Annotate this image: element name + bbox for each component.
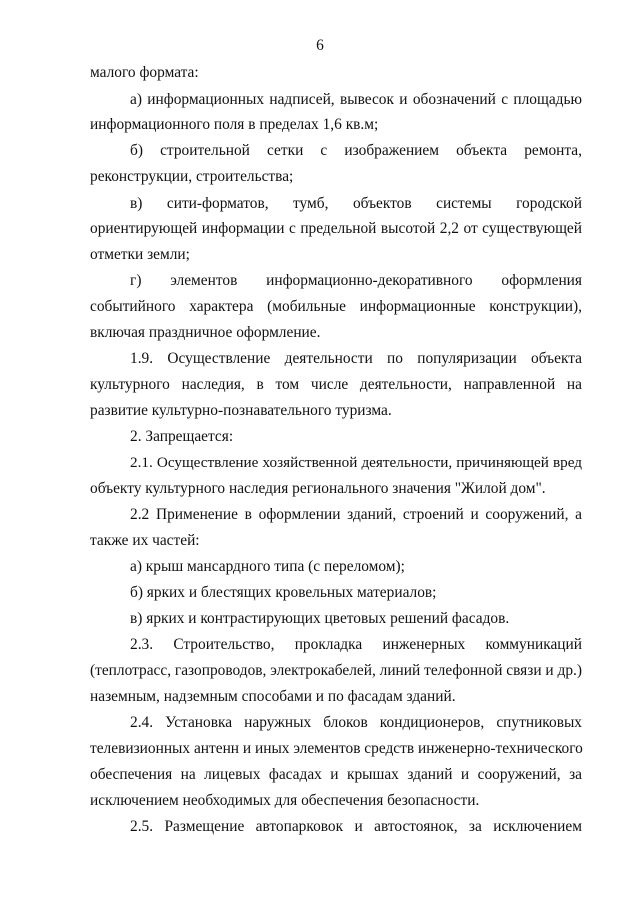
- text-line: б) строительной сетки с изображением объекта ремонта,: [130, 142, 582, 159]
- text-line: культурного наследия, в том числе деятельности, направленной на: [90, 376, 582, 393]
- text-line: 2.3. Строительство, прокладка инженерных коммуникаций: [130, 636, 582, 653]
- text-line: исключением необходимых для обеспечения безопасности.: [90, 792, 480, 809]
- text-line: наземным, надземным способами и по фасадам зданий.: [90, 688, 456, 705]
- text-line: а) информационных надписей, вывесок и обозначений с площадью: [130, 91, 582, 108]
- text-line: (теплотрасс, газопроводов, электрокабелей, линий телефонной связи и др.): [90, 662, 583, 679]
- text-line: реконструкции, строительства;: [90, 168, 294, 185]
- text-line: 2.4. Установка наружных блоков кондиционеров, спутниковых: [130, 714, 582, 731]
- text-line: телевизионных антенн и иных элементов средств инженерно-технического: [90, 740, 583, 757]
- text-line: отметки земли;: [90, 246, 190, 263]
- text-line: событийного характера (мобильные информационные конструкции),: [90, 298, 582, 315]
- text-line: 2. Запрещается:: [130, 428, 234, 445]
- text-line: 2.2 Применение в оформлении зданий, строений и сооружений, а: [130, 506, 582, 523]
- text-line: в) ярких и контрастирующих цветовых решений фасадов.: [130, 610, 510, 627]
- text-line: также их частей:: [90, 532, 200, 549]
- text-line: 1.9. Осуществление деятельности по популяризации объекта: [130, 350, 582, 367]
- text-line: развитие культурно-познавательного туризма.: [90, 402, 392, 419]
- text-line: включая праздничное оформление.: [90, 324, 321, 341]
- text-line: информационного поля в пределах 1,6 кв.м;: [90, 116, 379, 133]
- text-line: г) элементов информационно-декоративного оформления: [130, 272, 582, 289]
- text-line: малого формата:: [90, 64, 199, 81]
- text-line: обеспечения на лицевых фасадах и крышах зданий и сооружений, за: [90, 766, 582, 783]
- text-line: в) сити-форматов, тумб, объектов системы городской: [130, 195, 582, 212]
- text-line: а) крыш мансардного типа (с переломом);: [130, 558, 405, 575]
- text-line: 2.5. Размещение автопарковок и автостоянок, за исключением: [130, 818, 582, 835]
- text-line: ориентирующей информации с предельной высотой 2,2 от существующей: [90, 220, 582, 237]
- text-line: 2.1. Осуществление хозяйственной деятельности, причиняющей вред: [130, 454, 582, 471]
- page-number: 6: [316, 37, 324, 54]
- text-line: б) ярких и блестящих кровельных материалов;: [130, 584, 437, 601]
- text-line: объекту культурного наследия регионального значения "Жилой дом".: [90, 480, 546, 497]
